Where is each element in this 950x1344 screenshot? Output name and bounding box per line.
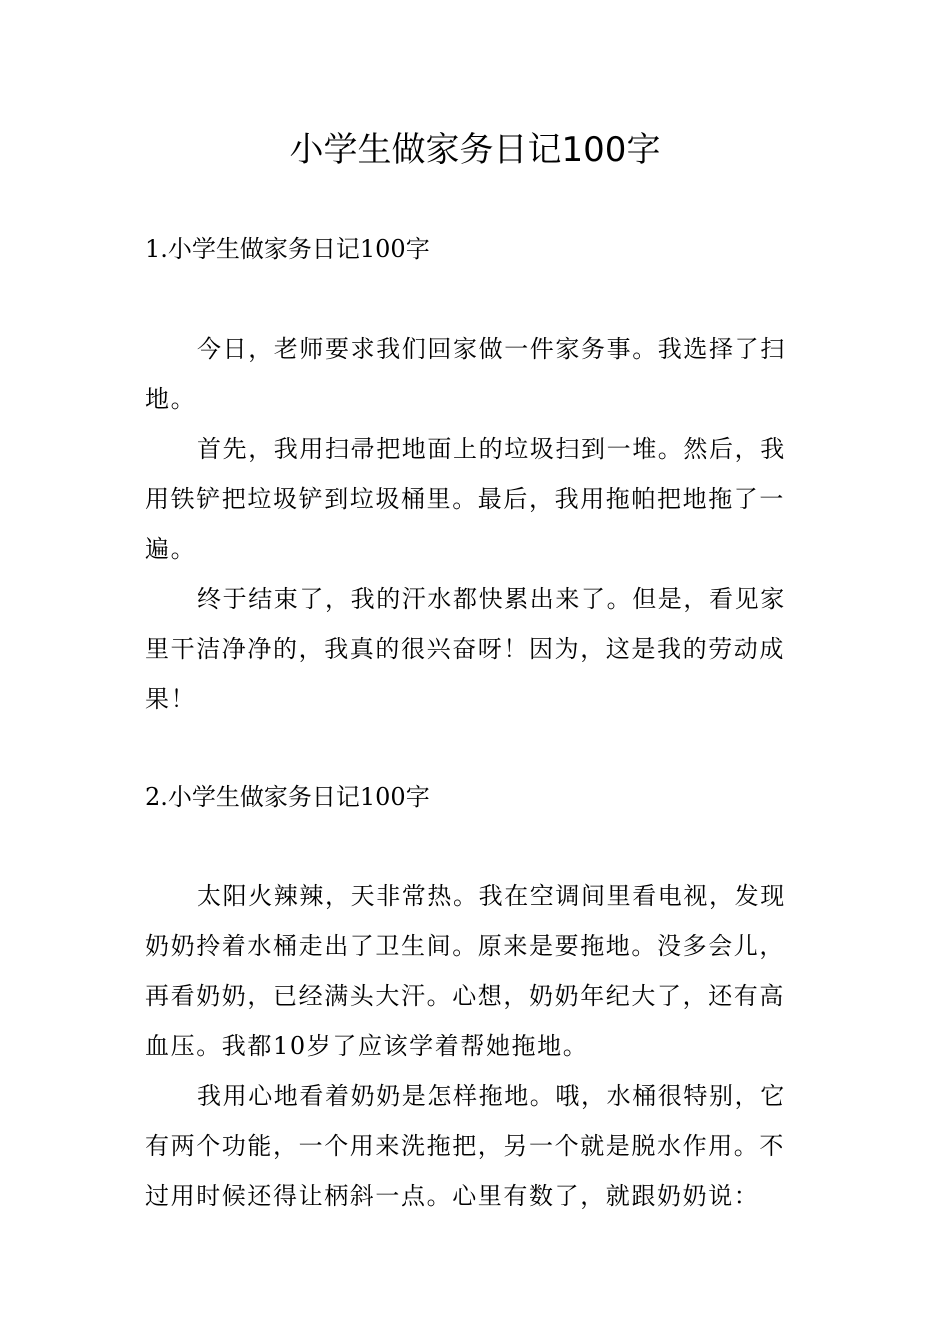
section-2-paragraph-2: 我用心地看着奶奶是怎样拖地。哦，水桶很特别，它有两个功能，一个用来洗拖把，另一个就是脱水作用。不过用时候还得让柄斜一点。心里有数了，就跟奶奶说： <box>145 1082 786 1210</box>
section-1-paragraph-3: 终于结束了，我的汗水都快累出来了。但是，看见家里干洁净净的，我真的很兴奋呀！因为，这是我的劳动成果！ <box>145 585 786 713</box>
section-1-paragraph-1: 今日，老师要求我们回家做一件家务事。我选择了扫地。 <box>145 335 786 413</box>
section-1-paragraph-2: 首先，我用扫帚把地面上的垃圾扫到一堆。然后，我用铁铲把垃圾铲到垃圾桶里。最后，我用拖帕把地拖了一遍。 <box>145 435 786 563</box>
document-title: 小学生做家务日记100字 <box>289 130 661 170</box>
section-2-paragraph-1: 太阳火辣辣，天非常热。我在空调间里看电视，发现奶奶拎着水桶走出了卫生间。原来是要拖地。没多会儿，再看奶奶，已经满头大汗。心想，奶奶年纪大了，还有高血压。我都10岁了应该学着帮她拖地。 <box>145 882 786 1060</box>
section-2-heading: 2.小学生做家务日记100字 <box>145 783 430 811</box>
section-1-heading: 1.小学生做家务日记100字 <box>145 235 430 263</box>
